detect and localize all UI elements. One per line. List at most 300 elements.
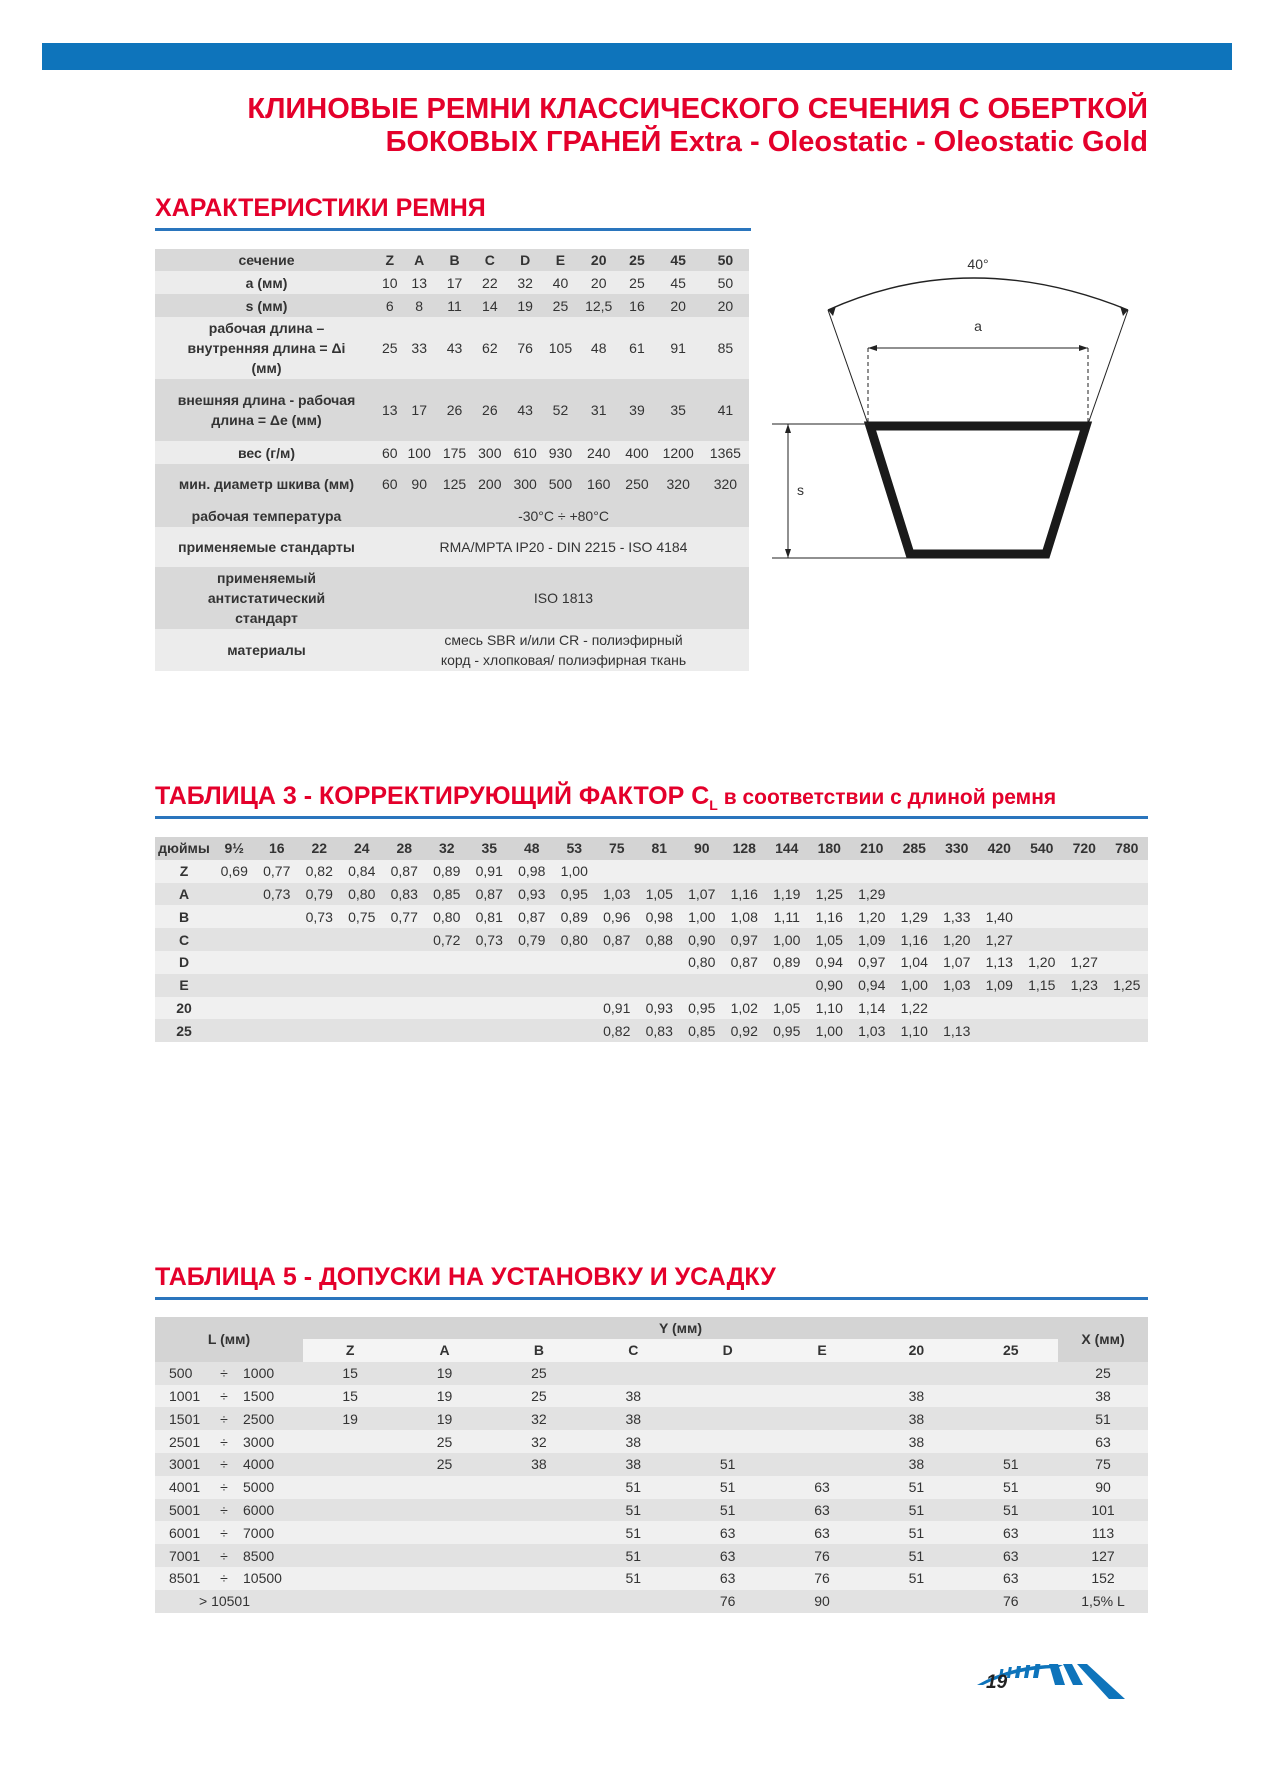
table-cell — [808, 860, 851, 883]
y-header: Y (мм) — [303, 1317, 1058, 1339]
table-cell — [936, 883, 979, 906]
table-cell — [681, 1362, 775, 1385]
table-cell: 1,29 — [893, 905, 936, 928]
table-cell: 51 — [586, 1476, 680, 1499]
column-header: 81 — [638, 837, 681, 860]
table-cell: 1,16 — [723, 883, 766, 906]
table-cell: 63 — [964, 1567, 1058, 1590]
table-cell — [869, 1590, 963, 1613]
table-cell — [766, 860, 809, 883]
table-cell — [596, 974, 639, 997]
table-cell — [341, 1019, 384, 1042]
table-cell — [303, 1430, 397, 1453]
table-cell — [964, 1385, 1058, 1408]
table-cell: 6 — [378, 294, 402, 317]
table-cell — [492, 1476, 586, 1499]
x-value: 152 — [1058, 1567, 1148, 1590]
table-cell: 38 — [869, 1430, 963, 1453]
table-cell — [638, 974, 681, 997]
l-to: 3000 — [237, 1430, 303, 1453]
table-cell — [775, 1362, 869, 1385]
table-cell: 91 — [655, 317, 702, 379]
table-cell — [869, 1362, 963, 1385]
range-separator: ÷ — [211, 1499, 237, 1522]
x-header: X (мм) — [1058, 1317, 1148, 1362]
table-cell: 19 — [507, 294, 542, 317]
table-cell: 16 — [619, 294, 654, 317]
table-cell: 41 — [702, 379, 749, 441]
row-label: A — [155, 883, 213, 906]
table-cell — [511, 974, 554, 997]
table-cell — [468, 974, 511, 997]
table-cell — [492, 1590, 586, 1613]
table-cell — [681, 1385, 775, 1408]
row-label: Z — [155, 860, 213, 883]
table-cell: 0,95 — [766, 1019, 809, 1042]
table-cell: 1,20 — [936, 928, 979, 951]
table-cell — [511, 951, 554, 974]
table-cell — [553, 1019, 596, 1042]
table-cell: 300 — [472, 441, 507, 464]
table-row — [155, 1567, 1148, 1590]
table-cell: 0,98 — [511, 860, 554, 883]
table-cell: 25 — [378, 317, 402, 379]
section-characteristics-title: ХАРАКТЕРИСТИКИ РЕМНЯ — [155, 194, 486, 222]
table-cell: 25 — [543, 294, 578, 317]
table-cell: 1,16 — [893, 928, 936, 951]
correction-factor-table — [155, 837, 1148, 1042]
table-cell — [213, 1019, 256, 1042]
table-row — [155, 860, 1148, 883]
x-value: 1,5% L — [1058, 1590, 1148, 1613]
table-cell: 1,27 — [978, 928, 1021, 951]
page-number: 19 — [986, 1672, 1008, 1693]
table-cell — [397, 1476, 491, 1499]
table-row — [155, 527, 749, 567]
l-range: > 10501 — [155, 1590, 303, 1613]
table-cell — [468, 997, 511, 1020]
table-cell: 85 — [702, 317, 749, 379]
table-cell: 0,87 — [468, 883, 511, 906]
table-cell: 76 — [507, 317, 542, 379]
table-cell: 0,90 — [808, 974, 851, 997]
table-cell — [596, 860, 639, 883]
table-cell: 90 — [775, 1590, 869, 1613]
table-cell — [426, 974, 469, 997]
table-cell: 0,90 — [681, 928, 724, 951]
table-cell — [256, 905, 299, 928]
x-value: 127 — [1058, 1544, 1148, 1567]
l-from: 3001 — [155, 1453, 211, 1476]
table-cell: 0,89 — [766, 951, 809, 974]
l-from: 1001 — [155, 1385, 211, 1408]
table-cell: 25 — [619, 271, 654, 294]
table-cell: 51 — [586, 1567, 680, 1590]
table-cell: 1,00 — [766, 928, 809, 951]
row-label: вес (г/м) — [155, 441, 378, 464]
table-cell: 1200 — [655, 441, 702, 464]
table-cell: 1,00 — [553, 860, 596, 883]
table-cell: 0,77 — [256, 860, 299, 883]
table-cell: 25 — [492, 1385, 586, 1408]
table-cell: 39 — [619, 379, 654, 441]
table-cell — [964, 1362, 1058, 1385]
table-cell — [341, 997, 384, 1020]
row-label: мин. диаметр шкива (мм) — [155, 464, 378, 504]
column-header: 32 — [426, 837, 469, 860]
table-cell: 1,16 — [808, 905, 851, 928]
table-cell — [1021, 928, 1064, 951]
table-cell: 38 — [869, 1407, 963, 1430]
table-cell: 1,14 — [851, 997, 894, 1020]
table-cell: 33 — [402, 317, 437, 379]
column-header: 210 — [851, 837, 894, 860]
table-cell: 0,95 — [553, 883, 596, 906]
row-label: 25 — [155, 1019, 213, 1042]
table-cell — [397, 1567, 491, 1590]
range-separator: ÷ — [211, 1430, 237, 1453]
l-from: 1501 — [155, 1407, 211, 1430]
column-header: 16 — [256, 837, 299, 860]
table-cell — [586, 1590, 680, 1613]
table-cell: 0,81 — [468, 905, 511, 928]
table-row — [155, 1385, 1148, 1408]
column-header: 25 — [619, 249, 654, 271]
table-cell: 320 — [655, 464, 702, 504]
table-cell: 60 — [378, 464, 402, 504]
column-header: 28 — [383, 837, 426, 860]
table-header-label: сечение — [155, 249, 378, 271]
table-cell: 1,20 — [851, 905, 894, 928]
table-cell: 0,97 — [723, 928, 766, 951]
table-row — [155, 905, 1148, 928]
table-cell: 0,80 — [341, 883, 384, 906]
table-cell: 1,05 — [766, 997, 809, 1020]
table-cell — [298, 951, 341, 974]
table-cell — [511, 1019, 554, 1042]
table-cell — [1106, 951, 1149, 974]
table-row — [155, 1362, 1148, 1385]
table-cell — [426, 997, 469, 1020]
table-row — [155, 464, 749, 504]
page-title-line1: КЛИНОВЫЕ РЕМНИ КЛАССИЧЕСКОГО СЕЧЕНИЯ С ОБЕРТКОЙ — [247, 93, 1148, 125]
table-cell — [964, 1430, 1058, 1453]
column-header: 180 — [808, 837, 851, 860]
table-cell: 38 — [492, 1453, 586, 1476]
table-cell — [1063, 928, 1106, 951]
table-cell — [723, 974, 766, 997]
table-cell: 0,98 — [638, 905, 681, 928]
table-cell: 20 — [655, 294, 702, 317]
table-cell: 0,75 — [341, 905, 384, 928]
table-cell: 930 — [543, 441, 578, 464]
table-cell — [298, 974, 341, 997]
table-cell — [256, 1019, 299, 1042]
column-header: B — [437, 249, 472, 271]
table-cell: 1,09 — [978, 974, 1021, 997]
table-cell: 0,96 — [596, 905, 639, 928]
table-cell: 32 — [492, 1407, 586, 1430]
table-cell: 63 — [681, 1567, 775, 1590]
table-cell: 1,13 — [978, 951, 1021, 974]
section-table3-title — [155, 781, 1056, 820]
table-cell — [1021, 883, 1064, 906]
table-cell: 8 — [402, 294, 437, 317]
row-label: E — [155, 974, 213, 997]
table-cell: 43 — [507, 379, 542, 441]
section-table5-title: ТАБЛИЦА 5 - ДОПУСКИ НА УСТАНОВКУ И УСАДКУ — [155, 1263, 776, 1291]
table-cell: 1,25 — [808, 883, 851, 906]
column-header: 720 — [1063, 837, 1106, 860]
l-to: 1000 — [237, 1362, 303, 1385]
table-cell — [1106, 905, 1149, 928]
table-cell — [303, 1453, 397, 1476]
table-cell — [341, 951, 384, 974]
table-cell: 51 — [586, 1521, 680, 1544]
table-cell — [978, 1019, 1021, 1042]
l-to: 5000 — [237, 1476, 303, 1499]
table-cell — [256, 997, 299, 1020]
table-cell: 1,03 — [936, 974, 979, 997]
table-cell: 51 — [869, 1521, 963, 1544]
table-cell: 0,89 — [426, 860, 469, 883]
table-cell: 14 — [472, 294, 507, 317]
table-cell: 76 — [681, 1590, 775, 1613]
table-row — [155, 567, 749, 629]
table-cell — [383, 928, 426, 951]
x-value: 63 — [1058, 1430, 1148, 1453]
table-cell: 0,87 — [511, 905, 554, 928]
table-cell — [1021, 1019, 1064, 1042]
table-cell: 0,94 — [808, 951, 851, 974]
table-cell: 51 — [869, 1476, 963, 1499]
column-header: 540 — [1021, 837, 1064, 860]
table-cell — [213, 951, 256, 974]
l-from: 4001 — [155, 1476, 211, 1499]
angle-label: 40° — [967, 256, 989, 272]
row-label: внешняя длина - рабочая длина = Δe (мм) — [155, 379, 378, 441]
table-cell: 610 — [507, 441, 542, 464]
l-to: 6000 — [237, 1499, 303, 1522]
table-cell: 0,72 — [426, 928, 469, 951]
table-cell: 1,19 — [766, 883, 809, 906]
row-label: применяемый антистатический стандарт — [155, 567, 378, 629]
table-cell — [851, 860, 894, 883]
table-cell — [775, 1385, 869, 1408]
x-value: 75 — [1058, 1453, 1148, 1476]
table-cell: 0,85 — [426, 883, 469, 906]
table-cell: RMA/MPTA IP20 - DIN 2215 - ISO 4184 — [378, 527, 749, 567]
table-cell: 100 — [402, 441, 437, 464]
column-header: C — [472, 249, 507, 271]
table-cell — [978, 860, 1021, 883]
table-cell — [553, 997, 596, 1020]
table-cell — [1063, 905, 1106, 928]
table-cell: 19 — [397, 1362, 491, 1385]
table-cell — [586, 1362, 680, 1385]
table3-title-subscript: L — [709, 797, 718, 813]
table-cell — [893, 860, 936, 883]
table-cell — [492, 1544, 586, 1567]
table-row — [155, 997, 1148, 1020]
table-cell — [303, 1521, 397, 1544]
table-cell: 15 — [303, 1385, 397, 1408]
table-cell — [213, 974, 256, 997]
section-rule — [155, 816, 1148, 819]
table-cell — [256, 928, 299, 951]
table-row — [155, 1019, 1148, 1042]
column-header: Z — [378, 249, 402, 271]
table-cell: 1,15 — [1021, 974, 1064, 997]
table-cell — [964, 1407, 1058, 1430]
table-cell: 1,10 — [893, 1019, 936, 1042]
top-blue-bar — [42, 43, 1232, 70]
table-cell: 51 — [681, 1499, 775, 1522]
x-value: 113 — [1058, 1521, 1148, 1544]
table-cell: 125 — [437, 464, 472, 504]
column-header: 420 — [978, 837, 1021, 860]
table-cell — [256, 974, 299, 997]
table-cell: 63 — [964, 1544, 1058, 1567]
table-cell — [492, 1499, 586, 1522]
table-cell: 51 — [869, 1544, 963, 1567]
table-cell — [936, 860, 979, 883]
table-cell: 1,02 — [723, 997, 766, 1020]
table-cell — [681, 974, 724, 997]
page-title-line2: БОКОВЫХ ГРАНЕЙ Extra - Oleostatic - Oleostatic Gold — [385, 126, 1148, 158]
table-cell — [1063, 1019, 1106, 1042]
page-title — [247, 93, 1148, 159]
table-cell — [383, 1019, 426, 1042]
table-cell: 51 — [964, 1453, 1058, 1476]
table-cell: 22 — [472, 271, 507, 294]
table-cell: 13 — [378, 379, 402, 441]
column-header: 22 — [298, 837, 341, 860]
table-cell — [1021, 997, 1064, 1020]
table-cell: 0,87 — [383, 860, 426, 883]
table-cell: 400 — [619, 441, 654, 464]
table-cell: 160 — [578, 464, 619, 504]
table-row — [155, 1590, 1148, 1613]
table-cell — [978, 997, 1021, 1020]
table-cell: 35 — [655, 379, 702, 441]
table-cell — [426, 1019, 469, 1042]
table-cell — [303, 1544, 397, 1567]
table-cell — [1106, 928, 1149, 951]
table-cell: 500 — [543, 464, 578, 504]
table-cell — [1021, 860, 1064, 883]
table-cell — [681, 1407, 775, 1430]
table-cell: 0,91 — [468, 860, 511, 883]
table-cell — [775, 1453, 869, 1476]
table-cell: 1,00 — [893, 974, 936, 997]
table-cell — [468, 1019, 511, 1042]
table-cell: 1,03 — [596, 883, 639, 906]
table-cell — [775, 1407, 869, 1430]
column-header: 48 — [511, 837, 554, 860]
table-cell: 0,69 — [213, 860, 256, 883]
l-from: 2501 — [155, 1430, 211, 1453]
table-cell — [723, 860, 766, 883]
table-cell: 0,94 — [851, 974, 894, 997]
table-cell: 38 — [586, 1430, 680, 1453]
table-cell: 1,00 — [808, 1019, 851, 1042]
table-cell: 38 — [586, 1407, 680, 1430]
belt-cross-section-diagram — [770, 248, 1150, 578]
table-cell: ISO 1813 — [378, 567, 749, 629]
table-cell — [511, 997, 554, 1020]
table-cell: 0,91 — [596, 997, 639, 1020]
table-header-label: дюймы — [155, 837, 213, 860]
range-separator: ÷ — [211, 1476, 237, 1499]
table-cell: 38 — [869, 1453, 963, 1476]
row-label: материалы — [155, 629, 378, 671]
table-row — [155, 928, 1148, 951]
table-cell: 32 — [507, 271, 542, 294]
table-cell: 0,93 — [511, 883, 554, 906]
table-cell: 1,08 — [723, 905, 766, 928]
table-cell — [1063, 997, 1106, 1020]
table-cell — [298, 1019, 341, 1042]
table-row — [155, 1521, 1148, 1544]
table-row — [155, 629, 749, 671]
table-cell: 0,83 — [638, 1019, 681, 1042]
table-cell: 25 — [397, 1430, 491, 1453]
table-row — [155, 1476, 1148, 1499]
table-cell: 26 — [437, 379, 472, 441]
table-cell — [341, 974, 384, 997]
table-cell: 63 — [681, 1544, 775, 1567]
range-separator: ÷ — [211, 1567, 237, 1590]
table-cell — [213, 928, 256, 951]
table3-title-main: ТАБЛИЦА 3 - КОРРЕКТИРУЮЩИЙ ФАКТОР C — [155, 782, 710, 810]
table-cell — [341, 928, 384, 951]
table-cell — [553, 974, 596, 997]
table-cell: 63 — [775, 1521, 869, 1544]
table-cell: 51 — [681, 1476, 775, 1499]
table-cell: 0,79 — [511, 928, 554, 951]
table-cell: 1,03 — [851, 1019, 894, 1042]
table-cell: 0,80 — [426, 905, 469, 928]
table-cell: 300 — [507, 464, 542, 504]
column-header: 128 — [723, 837, 766, 860]
column-header: 24 — [341, 837, 384, 860]
row-label: s (мм) — [155, 294, 378, 317]
table-cell — [397, 1590, 491, 1613]
l-header: L (мм) — [155, 1317, 303, 1362]
table-cell: 240 — [578, 441, 619, 464]
table-cell: 0,88 — [638, 928, 681, 951]
range-separator: ÷ — [211, 1521, 237, 1544]
column-header: 75 — [596, 837, 639, 860]
table-cell — [1106, 860, 1149, 883]
table-cell: 38 — [869, 1385, 963, 1408]
range-separator: ÷ — [211, 1544, 237, 1567]
table-row — [155, 441, 749, 464]
table-row — [155, 1407, 1148, 1430]
table-cell: 17 — [437, 271, 472, 294]
table-cell — [397, 1521, 491, 1544]
table-cell: 0,82 — [298, 860, 341, 883]
table-cell — [775, 1430, 869, 1453]
column-header: 780 — [1106, 837, 1149, 860]
row-label: D — [155, 951, 213, 974]
table-cell — [1106, 883, 1149, 906]
table-cell — [1063, 860, 1106, 883]
table-cell: 175 — [437, 441, 472, 464]
range-separator: ÷ — [211, 1407, 237, 1430]
table-cell: 1,22 — [893, 997, 936, 1020]
